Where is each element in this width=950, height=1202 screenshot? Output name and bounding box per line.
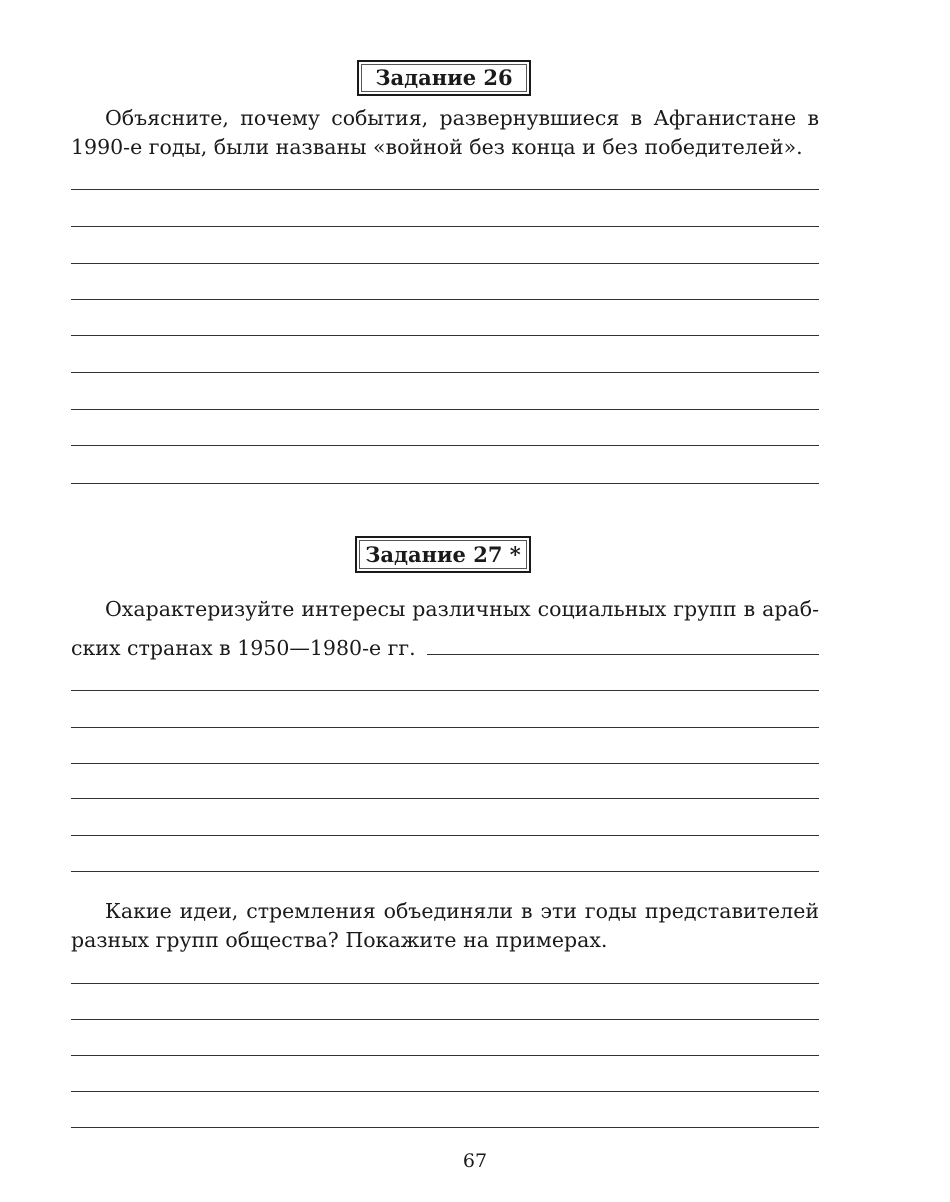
answer-line[interactable] bbox=[71, 189, 819, 190]
answer-line[interactable] bbox=[71, 299, 819, 300]
answer-line[interactable] bbox=[71, 798, 819, 799]
answer-line[interactable] bbox=[71, 445, 819, 446]
page-number: 67 bbox=[462, 1150, 488, 1172]
answer-line[interactable] bbox=[71, 335, 819, 336]
task-27-q1-line2: ских странах в 1950—1980-е гг. bbox=[71, 636, 416, 660]
task-27-title-text: Задание 27 * bbox=[365, 542, 521, 567]
answer-line[interactable] bbox=[71, 835, 819, 836]
answer-line[interactable] bbox=[71, 1019, 819, 1020]
answer-line[interactable] bbox=[71, 226, 819, 227]
answer-line[interactable] bbox=[71, 871, 819, 872]
answer-line[interactable] bbox=[71, 372, 819, 373]
answer-line[interactable] bbox=[71, 1091, 819, 1092]
task-27-q1-line1: Охарактеризуйте интересы различных социальных групп в араб- bbox=[105, 597, 819, 621]
task-27-q2-line1: Какие идеи, стремления объединяли в эти годы представителей bbox=[105, 899, 819, 923]
answer-line[interactable] bbox=[71, 263, 819, 264]
task-27-title bbox=[355, 536, 531, 573]
answer-line[interactable] bbox=[427, 654, 819, 655]
answer-line[interactable] bbox=[71, 1127, 819, 1128]
answer-line[interactable] bbox=[71, 1055, 819, 1056]
task-27-q2-line2: разных групп общества? Покажите на примерах. bbox=[71, 928, 608, 952]
answer-line[interactable] bbox=[71, 409, 819, 410]
task-26-text-line2: 1990-е годы, были названы «войной без конца и без победителей». bbox=[71, 135, 803, 159]
answer-line[interactable] bbox=[71, 983, 819, 984]
answer-line[interactable] bbox=[71, 763, 819, 764]
task-26-title bbox=[357, 60, 531, 96]
task-26-text-line1: Объясните, почему события, развернувшиеся в Афганистане в bbox=[105, 106, 819, 130]
answer-line[interactable] bbox=[71, 690, 819, 691]
answer-line[interactable] bbox=[71, 483, 819, 484]
answer-line[interactable] bbox=[71, 727, 819, 728]
task-26-title-text: Задание 26 bbox=[375, 65, 513, 90]
